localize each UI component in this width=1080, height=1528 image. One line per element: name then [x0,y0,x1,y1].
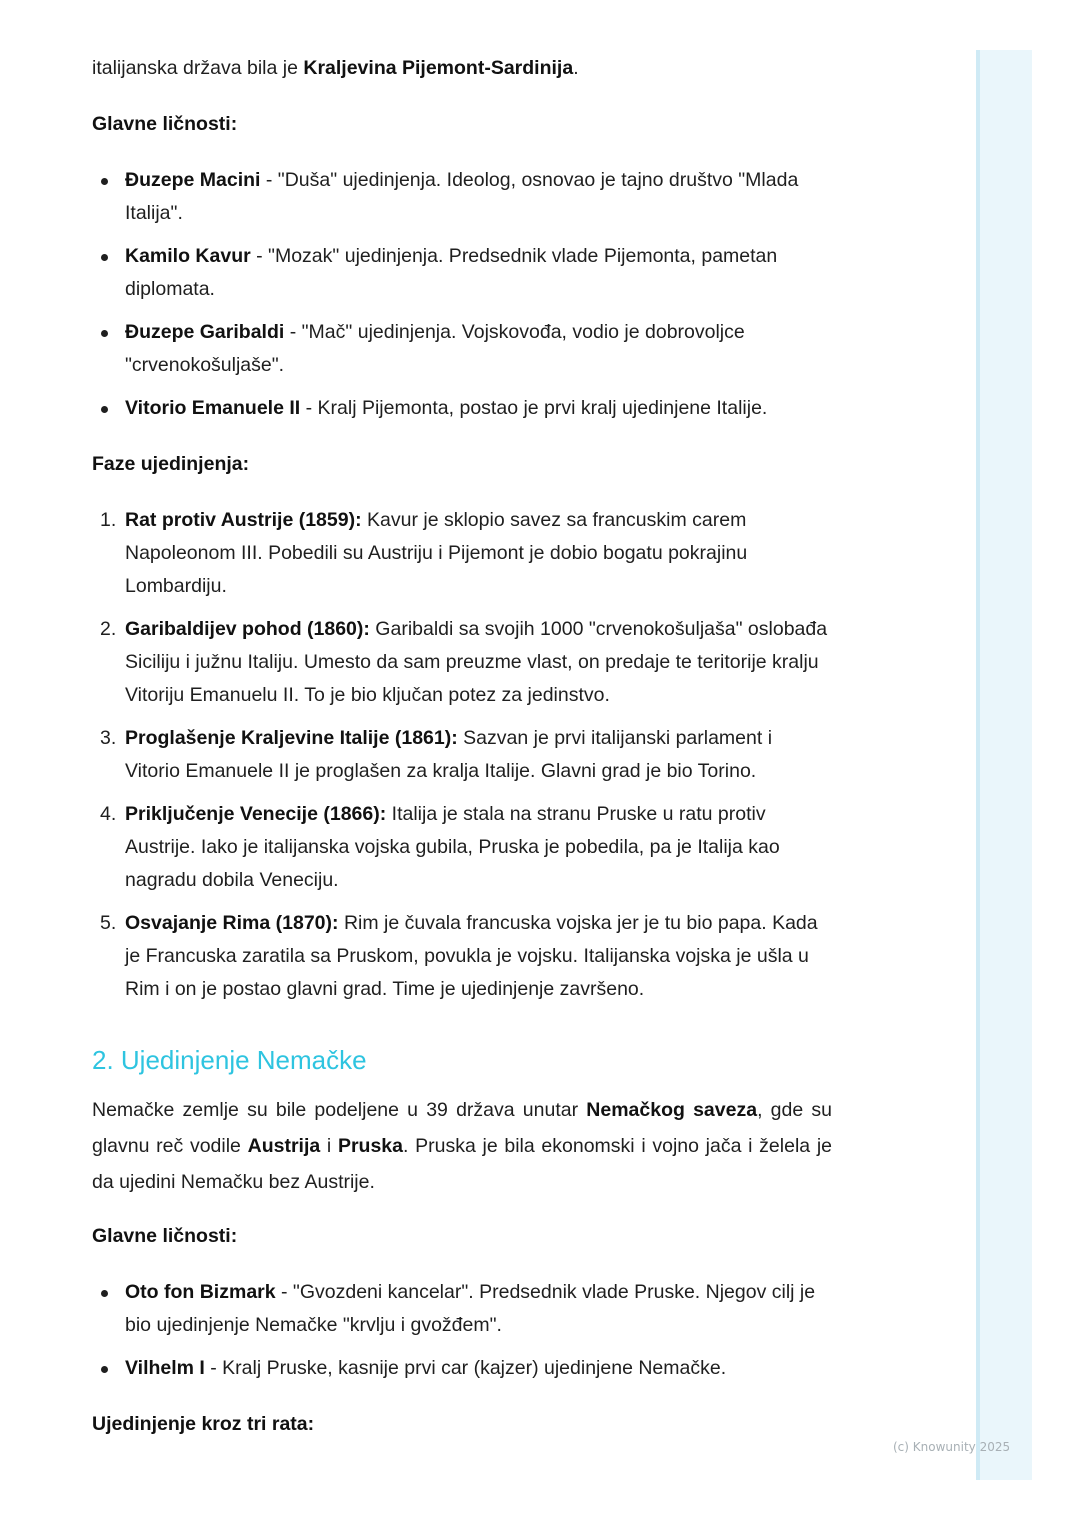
copyright-notice: (c) Knowunity 2025 [893,1440,1011,1454]
intro-paragraph [92,52,832,85]
italy-persons-heading: Glavne ličnosti: [92,113,238,135]
phase-text: Sazvan je prvi italijanski parlament i Vitorio Emanuele II je proglašen za kralja Italije. Glavni grad je bio Torino. [125,727,773,782]
phase-number: 5. [100,912,117,934]
side-panel [976,50,1032,1480]
intro-bold: Kraljevina Pijemont-Sardinija [303,57,574,79]
italy-persons-list [92,164,832,425]
list-item [92,240,832,306]
list-item [92,1276,832,1342]
phase-text: Kavur je sklopio savez sa francuskim carem Napoleonom III. Pobedili su Austriju i Pijemont je dobio bogatu pokrajinu Lombardiju. [125,509,748,597]
germany-intro-text: , gde su glavnu reč vodile [92,1099,832,1157]
germany-intro-bold: Nemačkog saveza [586,1099,758,1121]
person-desc: - "Gvozdeni kancelar". Predsednik vlade Pruske. Njegov cilj je bio ujedinjenje Nemačke "krvlju i gvožđem". [125,1281,816,1336]
germany-persons-list [92,1276,832,1385]
intro-text: italijanska država bila je [92,57,304,79]
germany-intro-text: Nemačke zemlje su bile podeljene u 39 država unutar [92,1099,587,1121]
germany-persons-heading: Glavne ličnosti: [92,1225,238,1247]
germany-intro-bold: Austrija [247,1135,321,1157]
list-item [92,504,832,603]
person-desc: - Kralj Pruske, kasnije prvi car (kajzer) ujedinjene Nemačke. [204,1357,727,1379]
list-item [92,1352,832,1385]
phase-title: Rat protiv Austrije (1859): [125,509,362,531]
person-desc: - "Mač" ujedinjenja. Vojskovođa, vodio je dobrovoljce "crvenokošuljaše". [125,321,745,376]
phase-title: Proglašenje Kraljevine Italije (1861): [125,727,458,749]
list-item [92,613,832,712]
person-name: Kamilo Kavur [125,245,251,267]
phase-number: 4. [100,803,117,825]
person-name: Vilhelm I [125,1357,205,1379]
phase-number: 3. [100,727,117,749]
person-name: Vitorio Emanuele II [125,397,301,419]
list-item [92,316,832,382]
germany-intro-text: . Pruska je bila ekonomski i vojno jača i želela je da ujedini Nemačku bez Austrije. [92,1135,833,1193]
germany-intro-paragraph [92,1092,832,1200]
germany-wars-heading: Ujedinjenje kroz tri rata: [92,1413,315,1435]
phase-title: Garibaldijev pohod (1860): [125,618,370,640]
person-desc: - Kralj Pijemonta, postao je prvi kralj ujedinjene Italije. [300,397,768,419]
list-item [92,798,832,897]
phase-title: Priključenje Venecije (1866): [125,803,387,825]
phase-text: Rim je čuvala francuska vojska jer je tu bio papa. Kada je Francuska zaratila sa Pruskom, povukla je vojsku. Italijanska vojska je ušla u Rim i on je postao glavni grad. Time je ujedinjenje završeno. [125,912,818,1000]
document-body [92,52,832,1441]
germany-intro-bold: Pruska [337,1135,403,1157]
section-title-germany: 2. Ujedinjenje Nemačke [92,1045,367,1075]
phase-title: Osvajanje Rima (1870): [125,912,339,934]
list-item [92,392,832,425]
italy-phases-list [92,504,832,1006]
list-item [92,907,832,1006]
person-name: Đuzepe Macini [125,169,261,191]
phase-text: Garibaldi sa svojih 1000 "crvenokošuljaša" oslobađa Siciliju i južnu Italiju. Umesto da sam preuzme vlast, on predaje te teritorije kralju Vitoriju Emanuelu II. To je bio ključan potez za jedinstvo. [125,618,828,706]
person-name: Oto fon Bizmark [125,1281,276,1303]
intro-text-end: . [573,57,579,79]
list-item [92,164,832,230]
germany-intro-text: i [320,1135,338,1157]
phase-number: 2. [100,618,117,640]
person-name: Đuzepe Garibaldi [125,321,285,343]
phase-number: 1. [100,509,117,531]
list-item [92,722,832,788]
person-desc: - "Duša" ujedinjenja. Ideolog, osnovao je tajno društvo "Mlada Italija". [125,169,799,224]
italy-phases-heading: Faze ujedinjenja: [92,453,250,475]
person-desc: - "Mozak" ujedinjenja. Predsednik vlade Pijemonta, pametan diplomata. [125,245,778,300]
phase-text: Italija je stala na stranu Pruske u ratu protiv Austrije. Iako je italijanska vojska gubila, Pruska je pobedila, pa je Italija kao nagradu dobila Veneciju. [125,803,780,891]
